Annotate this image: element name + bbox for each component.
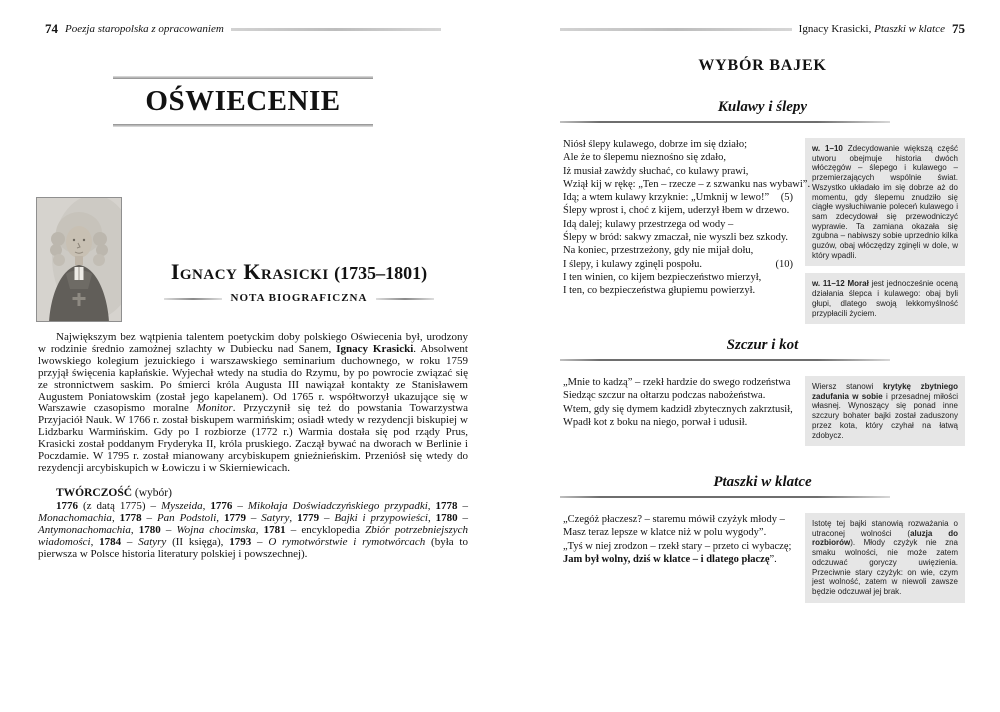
line-number: (10) — [775, 258, 793, 270]
poem-line: Wtem, gdy się dymem kadzidł zbytecznych zakrztusił, — [563, 403, 793, 415]
era-title: OŚWIECENIE — [145, 85, 341, 117]
running-author: Ignacy Krasicki, — [798, 23, 875, 35]
fable-body — [560, 376, 965, 453]
running-head-right — [560, 22, 965, 36]
poem-line: Wpadł kot z boku na niego, porwał i udusił. — [563, 416, 748, 428]
nota-rule-right — [376, 298, 434, 300]
era-title-block — [113, 76, 373, 127]
poem-line: Ale że to ślepemu nieznośno się zdało, — [563, 152, 726, 164]
author-heading — [130, 258, 468, 287]
works-heading-suffix: (wybór) — [132, 487, 172, 499]
poem-line: I ten winien, co kijem bezpieczeństwo mierzył, — [563, 271, 762, 283]
poem-line: Siedząc szczur na ołtarzu podczas nabożeństwa. — [563, 390, 766, 402]
fables-heading: WYBÓR BAJEK — [698, 57, 827, 74]
krasicki-portrait — [36, 197, 122, 322]
poem-line: „Tyś w niej zrodzon – rzekł stary – przeto ci wybaczę; — [563, 540, 792, 552]
margin-note: w. 1–10 Zdecydowanie większą część utworu obejmuje historia dwóch włóczęgów – ślepego i kulawego – przemierzających wspólnie świat. Wszystko układało im się dobrze aż do momentu, gdy ślepemu znudziło się ciągłe wysłuchiwanie poleceń kulawego i sam zdecydował się przewodniczyć wyprawie. Ta zamiana okazała się zgubna – nabiwszy sobie uprzednio kilka guzów, obaj włóczędzy zginęli w dole, w który wpadli. — [805, 138, 965, 266]
era-rule-bottom — [113, 124, 373, 127]
margin-notes — [805, 376, 965, 453]
header-rule-right — [560, 28, 792, 31]
era-rule-top — [113, 76, 373, 79]
author-heading-block — [130, 258, 468, 305]
poem — [560, 138, 811, 298]
fable-title: Kulawy i ślepy — [717, 99, 808, 115]
fable-body — [560, 138, 965, 331]
fable-title-rule — [560, 121, 890, 123]
fable-section-szczur-i-kot — [560, 336, 965, 453]
poem-line: Jam był wolny, dziś w klatce – i dlatego płaczę”. — [563, 553, 777, 565]
fable-title-rule — [560, 359, 890, 361]
fable-section-kulawy-i-slepy — [560, 98, 965, 331]
poem-line: Masz teraz lepsze w klatce niż w polu wygody”. — [563, 527, 767, 539]
author-dates: (1735–1801) — [334, 263, 428, 283]
portrait-image — [36, 197, 122, 322]
running-work-title: Ptaszki w klatce — [874, 23, 945, 35]
poem-line: Idą; a wtem kulawy krzyknie: „Umknij w lewo!” (5) — [563, 192, 793, 204]
poem-line: Idą dalej; kulawy przestrzega od wody – — [563, 218, 734, 230]
margin-notes — [805, 138, 965, 331]
poem-line: Ślepy wprost i, choć z kijem, uderzył łbem w drzewo. — [563, 205, 790, 217]
poem-line: „Mnie to kadzą” – rzekł hardzie do swego rodzeństwa — [563, 377, 791, 388]
author-name: Ignacy Krasicki — [170, 259, 329, 284]
poem-line: I ślepy, i kulawy zginęli pospołu. (10) — [563, 258, 793, 270]
works-heading-label: TWÓRCZOŚĆ — [56, 487, 133, 499]
nota-rule-left — [164, 298, 222, 300]
running-head-left — [45, 22, 441, 36]
line-number: (5) — [780, 192, 793, 204]
margin-notes — [805, 513, 965, 610]
poem — [560, 513, 805, 566]
fable-section-ptaszki-w-klatce — [560, 473, 965, 610]
margin-note: Wiersz stanowi krytykę zbytniego zadufania w sobie i przesadnej miłości własnej. Wynoszący się ponad inne szczury bohater bajki został zaduszony przez kota, który czyhał na łatwą zdobycz. — [805, 376, 965, 446]
running-title-left: Poezja staropolska z opracowaniem — [65, 23, 224, 35]
works-heading — [56, 487, 172, 499]
poem — [560, 376, 805, 429]
biography-paragraph: Największym bez wątpienia talentem poetyckim doby polskiego Oświecenia był, urodzony w rodzinie średnio zamożnej szlachty w Dubiecku nad Sanem, Ignacy Krasicki. Absolwent lwowskiego kolegium jezuickiego i warszawskiego seminarium duchownego, w roku 1759 przyjął święcenia kapłańskie. Wyjechał wtedy na studia do Rzymu, by po powrocie związać się ze stronnictwem saskim. Po śmierci króla Augusta III nawiązał kontakty ze Stanisławem Augustem Poniatowskim (został jego kapelanem). Od 1765 r. współtworzył ukazujące się w Warszawie czasopismo moralne Monitor. Przyczynił się też do powstania Towarzystwa Przyjaciół Nauk. W 1766 r. został biskupem warmińskim; osiadł wtedy w rezydencji biskupiej w Lidzbarku Warmińskim. Gdy po I rozbiorze (1772 r.) Warmia dostała się pod rządy Prus, Krasicki został poddanym Fryderyka II, króla pruskiego. Zaczął bywać na dworach w Berlinie i Poczdamie. W 1795 r. został mianowany arcybiskupem gnieźnieńskim. Przeniósł się wtedy do rezydencji arcybiskupich w Łowiczu i w Skierniewicach. — [38, 331, 469, 474]
nota-biograficzna-row — [130, 292, 468, 305]
poem-line: Niósł ślepy kulawego, dobrze im się działo; — [563, 139, 748, 150]
nota-label: NOTA BIOGRAFICZNA — [230, 292, 368, 304]
poem-line: Na koniec, przestrzeżony, gdy nie mijał dołu, — [563, 245, 754, 257]
poem-line: Iż musiał zawżdy słuchać, co kulawy prawi, — [563, 165, 749, 177]
running-title-right — [799, 22, 945, 36]
fable-title-rule — [560, 496, 890, 498]
header-rule-left — [231, 28, 441, 31]
fable-title: Szczur i kot — [726, 337, 799, 353]
page-number-left: 74 — [45, 21, 58, 36]
fable-title: Ptaszki w klatce — [713, 474, 812, 490]
poem-line: I ten, co bezpieczeństwa głupiemu powierzył. — [563, 285, 756, 297]
poem-line: Ślepy w bród: sakwy zmaczał, nie wyszli bez szkody. — [563, 232, 789, 244]
poem-line: „Czegóż płaczesz? – staremu mówił czyżyk młody – — [563, 514, 785, 525]
page-number-right: 75 — [952, 21, 965, 36]
margin-note: Istotę tej bajki stanowią rozważania o utraconej wolności (aluzja do rozbiorów). Młody czyżyk nie zna smaku wolności, nie może zatem odczuwać goryczy uwięzienia. Przeciwnie stary czyżyk: on wie, czym jest wolność, zatem w niewoli zawsze będzie odczuwał jej brak. — [805, 513, 965, 603]
fable-body — [560, 513, 965, 610]
poem-line: Wziął kij w rękę: „Ten – rzecze – z szwanku nas wybawi”. — [563, 178, 811, 190]
works-paragraph: 1776 (z datą 1775) – Myszeida, 1776 – Mikołaja Doświadczyńskiego przypadki, 1778 – Monachomachia, 1778 – Pan Podstoli, 1779 – Satyry, 1779 – Bajki i przypowieści, 1780 – Antymonachomachia, 1780 – Wojna chocimska, 1781 – encyklopedia Zbiór potrzebniejszych wiadomości, 1784 – Satyry (II księga), 1793 – O rymotwórstwie i rymotwórcach (była to pierwsza w Polsce historia literatury polskiej i powszechnej). — [38, 500, 469, 560]
margin-note: w. 11–12 Morał jest jednocześnie oceną działania ślepca i kulawego: obaj byli głupi, dlatego swoją lekkomyślność przypłacili życiem. — [805, 273, 965, 324]
